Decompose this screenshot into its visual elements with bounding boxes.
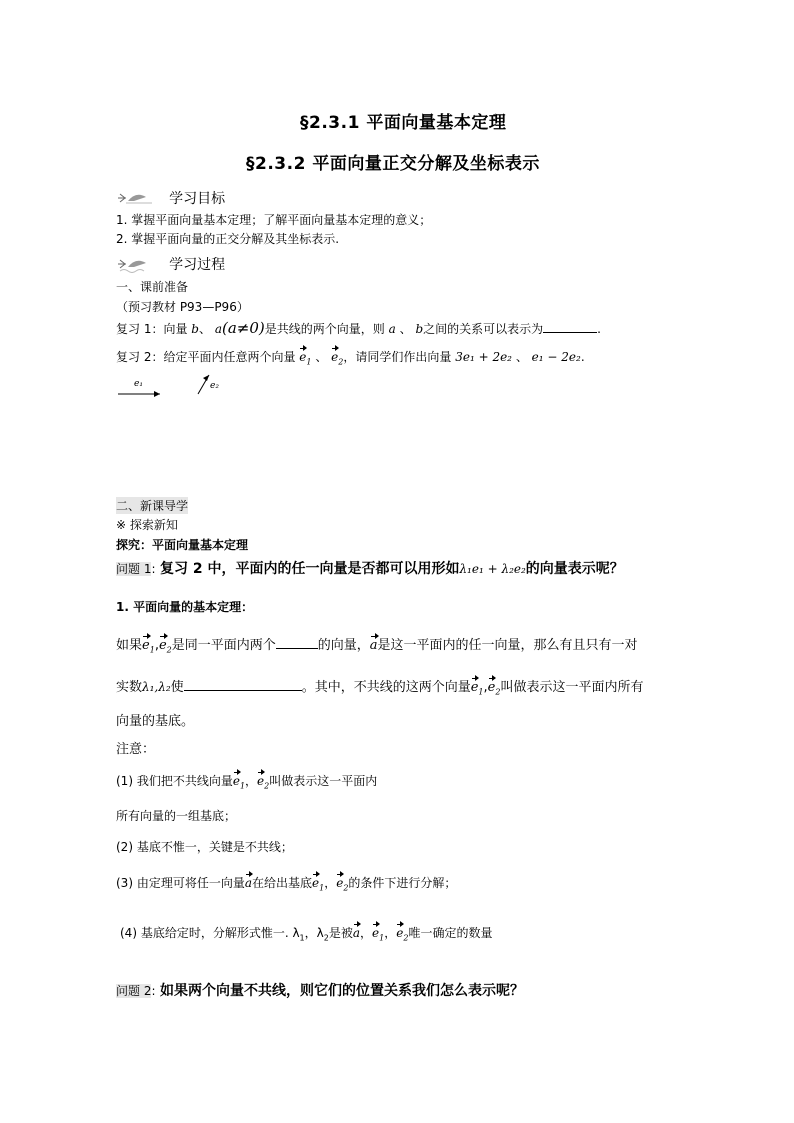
theorem-vector-e1: $e_1$ bbox=[142, 638, 155, 653]
theorem-lambdas: λ₁,λ₂ bbox=[142, 680, 171, 694]
note-4-vector-e1: $e_1$ bbox=[372, 926, 384, 940]
note-4c: 是被 bbox=[328, 926, 353, 940]
review-1-text-2: 是共线的两个向量，则 bbox=[264, 322, 385, 336]
review-1-sep-2: 、 bbox=[399, 322, 412, 336]
theorem-line-2: 实数λ₁,λ₂使 。其中，不共线的这两个向量$e_1,e_2$叫做表示这一平面内所有 bbox=[116, 676, 643, 697]
note-4b: ，λ bbox=[304, 926, 324, 940]
title-2: §2.3.2 平面向量正交分解及坐标表示 bbox=[246, 154, 540, 174]
question-2 bbox=[116, 980, 524, 1000]
section-1-heading: 一、课前准备 bbox=[116, 280, 189, 294]
preview-note: （预习教材 P93—P96） bbox=[116, 300, 249, 314]
vector-a-2: a bbox=[388, 322, 396, 336]
section-2-heading: 二、新课导学 bbox=[116, 499, 189, 513]
e1-arrowhead-icon bbox=[154, 391, 160, 397]
theorem-heading: 1. 平面向量的基本定理： bbox=[116, 600, 254, 614]
vector-e1: $e_1$ bbox=[299, 350, 311, 364]
vector-b-2: b bbox=[415, 322, 424, 336]
question-1-colon: : bbox=[151, 562, 156, 576]
note-3c: 的条件下进行分解； bbox=[348, 876, 457, 890]
theorem-blank-1[interactable] bbox=[276, 636, 318, 649]
e1-label: e₁ bbox=[134, 379, 143, 389]
note-4d: 唯一确定的数量 bbox=[408, 926, 493, 940]
review-1-end: . bbox=[597, 322, 601, 336]
question-2-label: 问题 2 bbox=[116, 984, 152, 998]
note-3b: 在给出基底 bbox=[251, 876, 312, 890]
review-1-text-1: 向量 bbox=[163, 322, 188, 336]
note-3-vector-a: a bbox=[245, 876, 252, 890]
review-1-blank[interactable] bbox=[543, 320, 597, 333]
vector-b: b bbox=[191, 322, 199, 336]
note-1-vector-e2: $e_2$ bbox=[257, 774, 269, 788]
question-1-text-2: 的向量表示呢？ bbox=[525, 561, 624, 577]
note-3a: (3) 由定理可将任一向量 bbox=[116, 876, 245, 890]
pen-decoration-icon bbox=[116, 189, 156, 207]
e2-arrowhead-icon bbox=[203, 375, 209, 381]
question-2-colon: : bbox=[151, 984, 156, 998]
theorem-vector-a: a bbox=[370, 638, 378, 653]
note-4: (4) 基底给定时，分解形式惟一. $\lambda_1$，$\lambda_2$是被a，$e_1$，$e_2$唯一确定的数量 bbox=[120, 923, 492, 942]
vector-e2: $e_2$ bbox=[331, 350, 343, 364]
process-header bbox=[116, 253, 225, 273]
explore-heading: ※ 探索新知 bbox=[116, 518, 178, 532]
question-2-text: 如果两个向量不共线，则它们的位置关系我们怎么表示呢？ bbox=[159, 983, 524, 999]
note-3: (3) 由定理可将任一向量a在给出基底$e_1$，$e_2$的条件下进行分解； bbox=[116, 873, 456, 892]
note-1: (1) 我们把不共线向量$e_1$，$e_2$叫做表示这一平面内 bbox=[116, 771, 377, 790]
process-heading: 学习过程 bbox=[169, 256, 226, 273]
objectives-heading: 学习目标 bbox=[169, 190, 226, 207]
condition-a-nonzero: (a≠0) bbox=[221, 319, 265, 337]
note-4-vector-e2: $e_2$ bbox=[396, 926, 408, 940]
theorem-p2d: 叫做表示这一平面内所有 bbox=[500, 680, 644, 695]
objectives-header bbox=[116, 187, 225, 207]
pen-decoration-icon bbox=[116, 255, 156, 273]
question-1 bbox=[116, 558, 624, 578]
note-2: (2) 基底不惟一，关键是不共线； bbox=[116, 840, 293, 854]
review-2-label: 复习 2： bbox=[116, 350, 164, 364]
review-1-sep: 、 bbox=[198, 322, 211, 336]
note-1b: 叫做表示这一平面内 bbox=[269, 774, 378, 788]
review-2 bbox=[116, 347, 585, 366]
expression-3e1-plus-2e2: 3e₁ + 2e₂ bbox=[455, 350, 512, 364]
theorem-vector-e2-2: $e_2$ bbox=[488, 680, 501, 695]
note-1-cont: 所有向量的一组基底； bbox=[116, 809, 237, 823]
question-1-label: 问题 1 bbox=[116, 562, 152, 576]
expression-lambda-combination: λ₁e₁ + λ₂e₂ bbox=[459, 562, 526, 576]
theorem-p2b: 使 bbox=[170, 680, 184, 695]
review-2-text-2: ，请同学们作出向量 bbox=[343, 350, 452, 364]
title-1: §2.3.1 平面向量基本定理 bbox=[300, 113, 507, 133]
theorem-p1a: 如果 bbox=[116, 638, 143, 653]
note-3-vector-e2: $e_2$ bbox=[336, 876, 348, 890]
theorem-line-1: 如果$e_1,e_2$是同一平面内两个 的向量，a是这一平面内的任一向量，那么有且只有一对 bbox=[116, 634, 638, 655]
theorem-p1c: 的向量， bbox=[317, 638, 370, 653]
note-4-vector-a: a bbox=[353, 926, 360, 940]
objective-item-1: 1. 掌握平面向量基本定理；了解平面向量基本定理的意义； bbox=[116, 213, 432, 227]
theorem-p1d: 是这一平面内的任一向量，那么有且只有一对 bbox=[377, 638, 638, 653]
theorem-vector-e2: $e_2$ bbox=[159, 638, 172, 653]
review-1-text-3: 之间的关系可以表示为 bbox=[423, 322, 544, 336]
note-1a: (1) 我们把不共线向量 bbox=[116, 774, 233, 788]
theorem-p1b: 是同一平面内两个 bbox=[171, 638, 276, 653]
review-2-sep: 、 bbox=[315, 350, 328, 364]
theorem-p2c: 。其中，不共线的这两个向量 bbox=[301, 680, 471, 695]
theorem-line-3: 向量的基底。 bbox=[116, 714, 195, 729]
vector-a: a bbox=[214, 322, 222, 336]
review-1-label: 复习 1： bbox=[116, 322, 164, 336]
e2-label: e₂ bbox=[210, 381, 219, 391]
review-2-sep-2: 、 bbox=[515, 350, 528, 364]
review-2-text-1: 给定平面内任意两个向量 bbox=[163, 350, 296, 364]
note-3-vector-e1: $e_1$ bbox=[312, 876, 324, 890]
theorem-blank-2[interactable] bbox=[184, 678, 302, 691]
note-1-vector-e1: $e_1$ bbox=[233, 774, 245, 788]
inquiry-heading: 探究：平面向量基本定理 bbox=[116, 538, 249, 552]
review-1 bbox=[116, 319, 601, 337]
note-heading: 注意： bbox=[116, 742, 156, 757]
vector-figure bbox=[114, 370, 224, 400]
review-2-end: . bbox=[580, 350, 585, 364]
objective-item-2: 2. 掌握平面向量的正交分解及其坐标表示. bbox=[116, 232, 340, 246]
theorem-p2a: 实数 bbox=[116, 680, 143, 695]
expression-e1-minus-2e2: e₁ − 2e₂ bbox=[531, 350, 581, 364]
note-4a: (4) 基底给定时，分解形式惟一. λ bbox=[120, 926, 300, 940]
theorem-vector-e1-2: $e_1$ bbox=[471, 680, 484, 695]
question-1-text-1: 复习 2 中，平面内的任一向量是否都可以用形如 bbox=[159, 561, 460, 577]
